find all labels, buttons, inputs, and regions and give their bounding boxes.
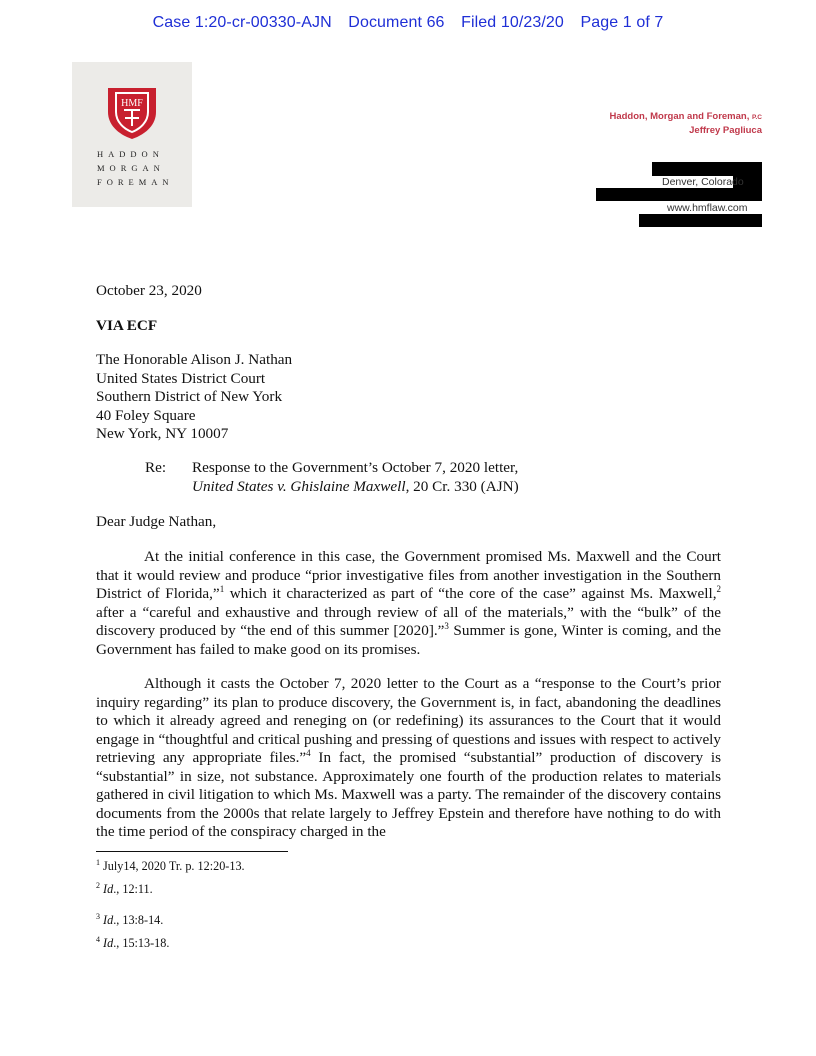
delivery-method: VIA ECF <box>96 317 158 334</box>
address-line: Southern District of New York <box>96 388 283 405</box>
footnote-cite: Id <box>103 936 114 950</box>
firm-name: Haddon, Morgan and Foreman, <box>609 111 750 122</box>
footnote <box>96 913 163 928</box>
paragraph-text: Summer is gone, Winter is coming, and the Government has failed to make good on its promises. <box>96 622 721 658</box>
address-line: New York, NY 10007 <box>96 425 229 442</box>
subject-line <box>145 459 705 496</box>
case-caption: United States v. Ghislaine Maxwell <box>192 477 406 495</box>
firm-letterhead <box>609 110 762 137</box>
firm-suffix: P.C <box>752 114 762 121</box>
footnote-ref[interactable]: 3 <box>444 620 449 631</box>
footnote-text: ., 13:8-14. <box>113 913 164 927</box>
logo-line-foreman: FOREMAN <box>97 177 174 187</box>
body-paragraph-1 <box>96 548 721 659</box>
shield-emblem-icon <box>106 84 158 140</box>
redaction-bar <box>639 214 762 227</box>
footnote-cite: Id <box>103 882 114 896</box>
footnote-number: 4 <box>96 934 100 944</box>
footnote-text: July14, 2020 Tr. p. 12:20-13. <box>103 859 245 873</box>
logo-line-haddon: HADDON <box>97 149 164 159</box>
footnote-number: 3 <box>96 911 100 921</box>
paragraph-text: At the initial conference in this case, the Government promised Ms. Maxwell and the Court that it would review and produce “prior investigative files from another investigation in the Southern District of Florida,” <box>96 548 721 602</box>
attorney-name: Jeffrey Pagliuca <box>689 125 762 136</box>
footnote <box>96 859 245 874</box>
paragraph-text: Although it casts the October 7, 2020 letter to the Court as a “response to the Court’s prior inquiry regarding” its plan to produce discovery, the Government is, in fact, abandoning the deadlines to which it already agreed and reneging on (or redefining) its assurances to the Court that it would engage in “thoughtful and critical pushing and pressing of questions and issues with respect to actively retrieving any appropriate files.” <box>96 675 721 766</box>
logo-wordmark <box>72 147 192 189</box>
footnote-ref[interactable]: 1 <box>219 583 225 594</box>
footnote-text: ., 12:11. <box>113 882 153 896</box>
re-label: Re: <box>145 459 167 476</box>
footnote-number: 2 <box>96 880 100 890</box>
footnote-number: 1 <box>96 857 100 867</box>
firm-city: Denver, Colorado <box>662 176 744 188</box>
emblem-letters: HMF <box>121 98 143 109</box>
address-line: The Honorable Alison J. Nathan <box>96 351 293 368</box>
redaction-bar <box>596 188 762 201</box>
salutation: Dear Judge Nathan, <box>96 513 217 530</box>
document-number: Document 66 <box>348 14 445 31</box>
footnote-ref[interactable]: 4 <box>306 747 311 758</box>
paragraph-text: which it characterized as part of “the core of the case” against Ms. Maxwell, <box>224 585 717 602</box>
footnote <box>96 936 169 951</box>
case-number: Case 1:20-cr-00330-AJN <box>152 14 332 31</box>
logo-line-morgan: MORGAN <box>97 163 165 173</box>
firm-logo <box>72 62 192 207</box>
footnote-ref[interactable]: 2 <box>716 583 722 594</box>
firm-website: www.hmflaw.com <box>667 202 748 214</box>
address-line: 40 Foley Square <box>96 406 196 424</box>
recipient-address <box>96 351 721 444</box>
redaction-bar <box>652 162 762 176</box>
paragraph-text: In fact, the promised “substantial” production of discovery is “substantial” in size, not substance. Approximately one fourth of the production relates to materials gathered in civil litigation to which Ms. Maxwell was a party. The remainder of the discovery contains documents from the 2000s that relate largely to Jeffrey Epstein and therefore have nothing to do with the time period of the conspiracy charged in the <box>96 749 721 840</box>
footnote-cite: Id <box>103 913 114 927</box>
ecf-header-stamp <box>0 14 816 32</box>
paragraph-text: after a “careful and exhaustive and through review of all of the materials,” with the “bulk” of the discovery produced by “the end of this summer [2020].” <box>96 603 721 639</box>
page-indicator: Page 1 of 7 <box>580 14 664 31</box>
filed-date: Filed 10/23/20 <box>461 14 564 31</box>
case-number-text: , 20 Cr. 330 (AJN) <box>405 477 519 495</box>
re-subject: Response to the Government’s October 7, 2020 letter, <box>192 459 519 476</box>
body-paragraph-2 <box>96 675 721 842</box>
footnote-divider <box>96 851 288 852</box>
footnote-text: ., 15:13-18. <box>113 936 170 950</box>
footnote <box>96 882 153 897</box>
letter-date: October 23, 2020 <box>96 282 202 299</box>
address-line: United States District Court <box>96 369 266 387</box>
